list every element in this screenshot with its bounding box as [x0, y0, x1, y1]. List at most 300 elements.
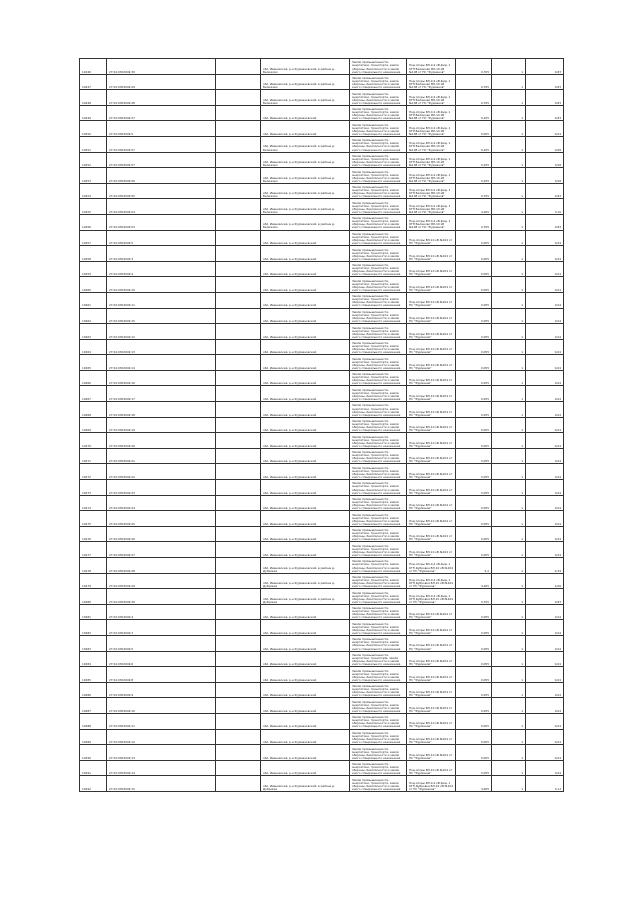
- permitted-use-cell: Под опоры ВЛ-10 кВ №104 от ПС "Фурманов": [407, 230, 456, 246]
- table-row: [80, 168, 564, 184]
- mark-cell: 1: [492, 729, 526, 745]
- mark-cell: 1: [492, 526, 526, 542]
- cadastral-number-cell: 27:04:0302049:10: [107, 277, 216, 293]
- empty-cell: [216, 214, 261, 230]
- cadastral-number-cell: 27:04:0302049:13: [107, 745, 216, 761]
- row-number-cell: 10453: [80, 168, 107, 184]
- area-cell: 0,105: [456, 136, 492, 152]
- permitted-use-cell: Под опоры ВЛ-10 кВ №104 от ПС "Фурманов": [407, 713, 456, 729]
- permitted-use-cell: Под опоры ВЛ-10 кВ №104 от ПС "Фурманов": [407, 526, 456, 542]
- address-cell: обл. Ивановская, р-н Фурмановский: [261, 760, 350, 776]
- permitted-use-cell: Под опоры ВЛ-10 кВ №104 от ПС "Фурманов": [407, 324, 456, 340]
- permitted-use-cell: Под опоры ВЛ-10 кВ №104 от ПС "Фурманов": [407, 339, 456, 355]
- mark-cell: 1: [492, 682, 526, 698]
- row-number-cell: 10451: [80, 136, 107, 152]
- address-cell: обл. Ивановская, р-н Фурмановский: [261, 713, 350, 729]
- cadastral-number-cell: 27:04:0302049:7: [107, 620, 216, 636]
- mark-cell: 1: [492, 667, 526, 683]
- permitted-use-cell: Под опоры ВЛ-10 кВ №104 от ПС "Фурманов": [407, 620, 456, 636]
- table-row: [80, 183, 564, 199]
- empty-cell: [216, 542, 261, 558]
- permitted-use-cell: Под опоры ВЛ-10 кВ №104 от ПС "Фурманов": [407, 417, 456, 433]
- permitted-use-cell: Под опоры ВЛ-10 кВ №104 от ПС "Фурманов": [407, 667, 456, 683]
- area-cell: 0,055: [456, 745, 492, 761]
- mark-cell: 1: [492, 308, 526, 324]
- permitted-use-cell: Под опоры ВЛ-10 кВ №104 от ПС "Фурманов": [407, 261, 456, 277]
- amount-cell: 0,04: [526, 292, 564, 308]
- cadastral-number-cell: 27:04:0302049:11: [107, 292, 216, 308]
- empty-cell: [216, 433, 261, 449]
- permitted-use-cell: Под опоры ВЛ-10 кВ №104 от ПС "Фурманов": [407, 542, 456, 558]
- row-number-cell: 10464: [80, 339, 107, 355]
- permitted-use-cell: Под опоры ВЛ-10 кВ №104 от ПС "Фурманов": [407, 464, 456, 480]
- area-cell: 0,055: [456, 417, 492, 433]
- mark-cell: 1: [492, 760, 526, 776]
- mark-cell: 1: [492, 776, 526, 792]
- land-category-cell: Земли промышленности, энергетики, транспорта, земли обороны, безопасности и земли иного специального назначения: [350, 292, 407, 308]
- permitted-use-cell: Под опоры ВЛ-0,4 кВ фид. 1 КТП Дубровка ВЛ-10 кВ №104 от ПС "Фурманов": [407, 573, 456, 589]
- area-cell: 0,105: [456, 105, 492, 121]
- area-cell: 0,055: [456, 370, 492, 386]
- mark-cell: 1: [492, 402, 526, 418]
- permitted-use-cell: Под опоры ВЛ-10 кВ №104 от ПС "Фурманов": [407, 745, 456, 761]
- table-row: [80, 589, 564, 605]
- land-category-cell: Земли промышленности, энергетики, транспорта, земли обороны, безопасности и земли иного специального назначения: [350, 183, 407, 199]
- land-category-cell: Земли промышленности, энергетики, транспорта, земли обороны, безопасности и земли иного специального назначения: [350, 573, 407, 589]
- empty-cell: [216, 90, 261, 106]
- area-cell: 0,055: [456, 261, 492, 277]
- amount-cell: 3,10: [526, 199, 564, 215]
- address-cell: обл. Ивановская, р-н Фурмановский: [261, 604, 350, 620]
- empty-cell: [216, 558, 261, 574]
- cadastral-number-cell: 27:04:0302049:15: [107, 776, 216, 792]
- table-row: [80, 152, 564, 168]
- permitted-use-cell: Под опоры ВЛ-0,4 кВ фид. 1 КТП Белюково ВЛ-10 кВ №108 от ПС "Фурманов": [407, 183, 456, 199]
- area-cell: 0,055: [456, 682, 492, 698]
- amount-cell: 0,04: [526, 277, 564, 293]
- cadastral-number-cell: 27:04:0302049:6: [107, 651, 216, 667]
- mark-cell: 1: [492, 651, 526, 667]
- row-number-cell: 10483: [80, 635, 107, 651]
- address-cell: обл. Ивановская, р-н Фурмановский: [261, 729, 350, 745]
- row-number-cell: 10472: [80, 464, 107, 480]
- amount-cell: 0,04: [526, 246, 564, 262]
- permitted-use-cell: Под опоры ВЛ-10 кВ №104 от ПС "Фурманов": [407, 292, 456, 308]
- cadastral-number-cell: 27:04:0302049:29: [107, 573, 216, 589]
- mark-cell: 1: [492, 292, 526, 308]
- amount-cell: 0,04: [526, 324, 564, 340]
- mark-cell: 1: [492, 464, 526, 480]
- row-number-cell: 10454: [80, 183, 107, 199]
- area-cell: 0,055: [456, 324, 492, 340]
- row-number-cell: 10450: [80, 121, 107, 137]
- address-cell: обл. Ивановская, р-н Фурмановский: [261, 464, 350, 480]
- amount-cell: 0,04: [526, 635, 564, 651]
- row-number-cell: 10487: [80, 698, 107, 714]
- mark-cell: 1: [492, 511, 526, 527]
- table-row: [80, 339, 564, 355]
- row-number-cell: 10459: [80, 261, 107, 277]
- table-row: [80, 261, 564, 277]
- row-number-cell: 10474: [80, 495, 107, 511]
- land-category-cell: Земли промышленности, энергетики, транспорта, земли обороны, безопасности и земли иного специального назначения: [350, 136, 407, 152]
- amount-cell: 0,83: [526, 589, 564, 605]
- area-cell: 0,055: [456, 448, 492, 464]
- permitted-use-cell: Под опоры ВЛ-0,4 кВ фид. 1 КТП Белюково ВЛ-10 кВ №108 от ПС "Фурманов": [407, 199, 456, 215]
- land-category-cell: Земли промышленности, энергетики, транспорта, земли обороны, безопасности и земли иного специального назначения: [350, 729, 407, 745]
- cadastral-number-cell: 27:04:0302049:5: [107, 230, 216, 246]
- table-row: [80, 682, 564, 698]
- row-number-cell: 10471: [80, 448, 107, 464]
- address-cell: обл. Ивановская, р-н Фурмановский: [261, 386, 350, 402]
- land-category-cell: Земли промышленности, энергетики, транспорта, земли обороны, безопасности и земли иного специального назначения: [350, 745, 407, 761]
- cadastral-number-cell: 27:04:0302049:55: [107, 183, 216, 199]
- cadastral-number-cell: 27:04:0302049:27: [107, 105, 216, 121]
- amount-cell: 0,04: [526, 620, 564, 636]
- cadastral-number-cell: 27:04:0302049:24: [107, 495, 216, 511]
- land-category-cell: Земли промышленности, энергетики, транспорта, земли обороны, безопасности и земли иного специального назначения: [350, 90, 407, 106]
- amount-cell: 0,04: [526, 667, 564, 683]
- empty-cell: [216, 355, 261, 371]
- empty-cell: [216, 729, 261, 745]
- empty-cell: [216, 277, 261, 293]
- address-cell: обл. Ивановская, р-н Фурмановский: [261, 682, 350, 698]
- area-cell: 0,705: [456, 59, 492, 75]
- row-number-cell: 10481: [80, 604, 107, 620]
- address-cell: обл. Ивановская, р-н Фурмановский, в районе д. Белюково: [261, 136, 350, 152]
- land-category-cell: Земли промышленности, энергетики, транспорта, земли обороны, безопасности и земли иного специального назначения: [350, 480, 407, 496]
- area-cell: 0,055: [456, 635, 492, 651]
- row-number-cell: 10479: [80, 573, 107, 589]
- table-row: [80, 558, 564, 574]
- empty-cell: [216, 74, 261, 90]
- amount-cell: 0,04: [526, 261, 564, 277]
- address-cell: обл. Ивановская, р-н Фурмановский, в районе д. Белюково: [261, 152, 350, 168]
- cadastral-number-cell: 27:04:0302049:30: [107, 589, 216, 605]
- amount-cell: 0,08: [526, 136, 564, 152]
- area-cell: 0,055: [456, 402, 492, 418]
- permitted-use-cell: Под опоры ВЛ-0,4 кВ фид. 1 КТП Белюково ВЛ-10 кВ №108 от ПС "Фурманов": [407, 136, 456, 152]
- area-cell: 0,055: [456, 604, 492, 620]
- table-row: [80, 246, 564, 262]
- mark-cell: 1: [492, 573, 526, 589]
- empty-cell: [216, 713, 261, 729]
- area-cell: 0,055: [456, 511, 492, 527]
- empty-cell: [216, 448, 261, 464]
- mark-cell: 1: [492, 355, 526, 371]
- permitted-use-cell: Под опоры ВЛ-0,4 кВ фид. 1 КТП Белюково ВЛ-10 кВ №108 от ПС "Фурманов": [407, 59, 456, 75]
- empty-cell: [216, 339, 261, 355]
- cadastral-number-cell: 27:04:0302049:8: [107, 667, 216, 683]
- cadastral-number-cell: 27:04:0302049:26: [107, 526, 216, 542]
- land-category-cell: Земли промышленности, энергетики, транспорта, земли обороны, безопасности и земли иного специального назначения: [350, 589, 407, 605]
- empty-cell: [216, 308, 261, 324]
- table-row: [80, 776, 564, 792]
- row-number-cell: 10449: [80, 105, 107, 121]
- empty-cell: [216, 402, 261, 418]
- land-category-cell: Земли промышленности, энергетики, транспорta, земли обороны, безопасности и земли иного специального назначения: [350, 651, 407, 667]
- area-cell: 0,055: [456, 246, 492, 262]
- row-number-cell: 10489: [80, 729, 107, 745]
- empty-cell: [216, 635, 261, 651]
- permitted-use-cell: Под опоры ВЛ-0,4 кВ фид. 1 КТП Дубровка ВЛ-10 кВ №104 от ПС "Фурманов": [407, 558, 456, 574]
- empty-cell: [216, 261, 261, 277]
- cadastral-number-cell: 27:04:0302049:56: [107, 168, 216, 184]
- permitted-use-cell: Под опоры ВЛ-0,4 кВ фид. 1 КТП Белюково ВЛ-10 кВ №108 от ПС "Фурманов": [407, 74, 456, 90]
- amount-cell: 0,83: [526, 214, 564, 230]
- table-row: [80, 464, 564, 480]
- row-number-cell: 10490: [80, 745, 107, 761]
- table-row: [80, 667, 564, 683]
- land-category-cell: Земли промышленности, энергетики, транспорта, земли обороны, безопасности и земли иного специального назначения: [350, 776, 407, 792]
- land-category-cell: Земли промышленности, энергетики, транспорта, земли обороны, безопасности и земли иного специального назначения: [350, 246, 407, 262]
- area-cell: 0,705: [456, 589, 492, 605]
- address-cell: обл. Ивановская, р-н Фурмановский, в районе д. Белюково: [261, 214, 350, 230]
- address-cell: обл. Ивановская, р-н Фурмановский, в районе д. Белюково: [261, 74, 350, 90]
- land-category-cell: Земли промышленности, энергетики, транспорта, земли обороны, безопасности и земли иного специального назначения: [350, 324, 407, 340]
- table-row: [80, 713, 564, 729]
- row-number-cell: 10491: [80, 760, 107, 776]
- mark-cell: 1: [492, 386, 526, 402]
- permitted-use-cell: Под опоры ВЛ-10 кВ №104 от ПС "Фурманов": [407, 308, 456, 324]
- table-row: [80, 308, 564, 324]
- land-category-cell: Земли промышленности, энергетики, транспорта, земли обороны, безопасности и земли иного специального назначения: [350, 121, 407, 137]
- table-row: [80, 511, 564, 527]
- amount-cell: 0,04: [526, 682, 564, 698]
- row-number-cell: 10486: [80, 682, 107, 698]
- amount-cell: 0,83: [526, 105, 564, 121]
- cadastral-number-cell: 27:04:0302049:28: [107, 558, 216, 574]
- amount-cell: 0,04: [526, 230, 564, 246]
- mark-cell: 1: [492, 495, 526, 511]
- cadastral-number-cell: 27:04:0302049:53: [107, 214, 216, 230]
- table-row: [80, 760, 564, 776]
- land-category-cell: Земли промышленности, энергетики, транспорта, земли обороны, безопасности и земли иного специального назначения: [350, 760, 407, 776]
- permitted-use-cell: Под опоры ВЛ-0,4 кВ фид. 1 КТП Белюково ВЛ-10 кВ №108 от ПС "Фурманов": [407, 121, 456, 137]
- area-cell: 0,055: [456, 121, 492, 137]
- mark-cell: 1: [492, 261, 526, 277]
- address-cell: обл. Ивановская, р-н Фурмановский, в районе д. Дубровка: [261, 589, 350, 605]
- address-cell: обл. Ивановская, р-н Фурмановский: [261, 698, 350, 714]
- cadastral-number-cell: 27:04:0302049:18: [107, 402, 216, 418]
- table-row: [80, 324, 564, 340]
- amount-cell: 0,04: [526, 713, 564, 729]
- amount-cell: 0,04: [526, 542, 564, 558]
- empty-cell: [216, 168, 261, 184]
- amount-cell: 0,04: [526, 370, 564, 386]
- table-row: [80, 370, 564, 386]
- table-row: [80, 277, 564, 293]
- empty-cell: [216, 745, 261, 761]
- land-category-cell: Земли промышленности, энергетики, транспорта, земли обороны, безопасности и земли иного специального назначения: [350, 495, 407, 511]
- row-number-cell: 10446: [80, 59, 107, 75]
- table-body: [80, 59, 564, 792]
- empty-cell: [216, 495, 261, 511]
- empty-cell: [216, 246, 261, 262]
- table-row: [80, 59, 564, 75]
- row-number-cell: 10456: [80, 214, 107, 230]
- cadastral-number-cell: 27:04:0302049:16: [107, 370, 216, 386]
- mark-cell: 1: [492, 152, 526, 168]
- table-row: [80, 620, 564, 636]
- permitted-use-cell: Под опоры ВЛ-10 кВ №104 от ПС "Фурманов": [407, 698, 456, 714]
- mark-cell: 1: [492, 745, 526, 761]
- cadastral-number-cell: 27:04:0302049:30: [107, 59, 216, 75]
- empty-cell: [216, 324, 261, 340]
- amount-cell: 0,04: [526, 339, 564, 355]
- address-cell: обл. Ивановская, р-н Фурмановский: [261, 526, 350, 542]
- address-cell: обл. Ивановская, р-н Фурмановский: [261, 402, 350, 418]
- area-cell: 0,055: [456, 480, 492, 496]
- address-cell: обл. Ивановская, р-н Фурмановский: [261, 417, 350, 433]
- area-cell: 0,055: [456, 464, 492, 480]
- mark-cell: 1: [492, 480, 526, 496]
- area-cell: 0,055: [456, 386, 492, 402]
- area-cell: 0,055: [456, 355, 492, 371]
- empty-cell: [216, 667, 261, 683]
- cadastral-number-cell: 27:04:0302049:4: [107, 261, 216, 277]
- cadastral-number-cell: 27:04:0302049:25: [107, 511, 216, 527]
- empty-cell: [216, 152, 261, 168]
- permitted-use-cell: Под опоры ВЛ-10 кВ №104 от ПС "Фурманов": [407, 370, 456, 386]
- row-number-cell: 10480: [80, 589, 107, 605]
- empty-cell: [216, 651, 261, 667]
- cadastral-number-cell: 27:04:0302049:5: [107, 121, 216, 137]
- address-cell: обл. Ивановская, р-н Фурмановский: [261, 511, 350, 527]
- address-cell: обл. Ивановская, р-н Фурмановский, в районе д. Белюково: [261, 59, 350, 75]
- area-cell: 4,005: [456, 776, 492, 792]
- cadastral-number-cell: 27:04:0302049:27: [107, 542, 216, 558]
- area-cell: 4,205: [456, 199, 492, 215]
- area-cell: 4,405: [456, 573, 492, 589]
- mark-cell: 1: [492, 589, 526, 605]
- area-cell: 0,055: [456, 277, 492, 293]
- cadastral-number-cell: 27:04:0302049:57: [107, 136, 216, 152]
- empty-cell: [216, 136, 261, 152]
- permitted-use-cell: Под опоры ВЛ-10 кВ №104 от ПС "Фурманов": [407, 277, 456, 293]
- cadastral-number-cell: 27:04:0302049:21: [107, 448, 216, 464]
- cadastral-number-cell: 27:04:0302049:28: [107, 90, 216, 106]
- cadastral-number-cell: 27:04:0302049:11: [107, 713, 216, 729]
- area-cell: 0,705: [456, 90, 492, 106]
- land-category-cell: Земли промышленности, энергетики, транспорта, земли обороны, безопасности и земли иного специального назначения: [350, 261, 407, 277]
- table-row: [80, 136, 564, 152]
- area-cell: 0,105: [456, 168, 492, 184]
- empty-cell: [216, 776, 261, 792]
- row-number-cell: 10488: [80, 713, 107, 729]
- mark-cell: 1: [492, 121, 526, 137]
- land-category-cell: Земли промышленности, энергетики, транспорта, земли обороны, безопасности и земли иного специального назначения: [350, 526, 407, 542]
- land-category-cell: Земли промышленности, энергетики, транспорта, земли обороны, безопасности и земли иного специального назначения: [350, 370, 407, 386]
- mark-cell: 1: [492, 90, 526, 106]
- table-row: [80, 230, 564, 246]
- empty-cell: [216, 386, 261, 402]
- permitted-use-cell: Под опоры ВЛ-10 кВ №104 от ПС "Фурманов": [407, 682, 456, 698]
- table-row: [80, 402, 564, 418]
- permitted-use-cell: Под опоры ВЛ-0,4 кВ фид. 1 КТП Белюково ВЛ-10 кВ №108 от ПС "Фурманов": [407, 168, 456, 184]
- address-cell: обл. Ивановская, р-н Фурмановский, в районе д. Белюково: [261, 199, 350, 215]
- row-number-cell: 10469: [80, 417, 107, 433]
- permitted-use-cell: Под опоры ВЛ-10 кВ №104 от ПС "Фурманов": [407, 402, 456, 418]
- amount-cell: 0,04: [526, 480, 564, 496]
- mark-cell: 1: [492, 339, 526, 355]
- table-row: [80, 214, 564, 230]
- empty-cell: [216, 59, 261, 75]
- cadastral-number-cell: 27:04:0302049:5: [107, 635, 216, 651]
- row-number-cell: 10462: [80, 308, 107, 324]
- permitted-use-cell: Под опоры ВЛ-0,4 кВ фид. 1 КТП Дубровка ВЛ-10 кВ №104 от ПС "Фурманов": [407, 776, 456, 792]
- amount-cell: 0,04: [526, 464, 564, 480]
- land-category-cell: Земли промышленности, энергетики, транспорта, земли обороны, безопасности и земли иного специального назначения: [350, 604, 407, 620]
- row-number-cell: 10460: [80, 277, 107, 293]
- table-row: [80, 355, 564, 371]
- row-number-cell: 10482: [80, 620, 107, 636]
- address-cell: обл. Ивановская, р-н Фурмановский: [261, 448, 350, 464]
- land-category-cell: Земли промышленности, энергетики, транспорта, земли обороны, безопасности и земли иного специального назначения: [350, 433, 407, 449]
- row-number-cell: 10478: [80, 558, 107, 574]
- table-row: [80, 74, 564, 90]
- row-number-cell: 10457: [80, 230, 107, 246]
- empty-cell: [216, 121, 261, 137]
- area-cell: 0,705: [456, 183, 492, 199]
- amount-cell: 0,04: [526, 760, 564, 776]
- land-category-cell: Земли промышленности, энергетики, транспорта, земли обороны, безопасности и земли иного специального назначения: [350, 448, 407, 464]
- amount-cell: 4,34: [526, 558, 564, 574]
- table-row: [80, 480, 564, 496]
- empty-cell: [216, 480, 261, 496]
- land-plots-table: [79, 58, 564, 792]
- amount-cell: 0,83: [526, 183, 564, 199]
- permitted-use-cell: Под опоры ВЛ-10 кВ №104 от ПС "Фурманов": [407, 355, 456, 371]
- mark-cell: 1: [492, 620, 526, 636]
- amount-cell: 0,04: [526, 417, 564, 433]
- empty-cell: [216, 604, 261, 620]
- cadastral-number-cell: 27:04:0302049:17: [107, 386, 216, 402]
- cadastral-number-cell: 27:04:0302049:22: [107, 464, 216, 480]
- table-row: [80, 651, 564, 667]
- empty-cell: [216, 620, 261, 636]
- empty-cell: [216, 573, 261, 589]
- amount-cell: 3,13: [526, 776, 564, 792]
- amount-cell: 0,04: [526, 651, 564, 667]
- row-number-cell: 10455: [80, 199, 107, 215]
- permitted-use-cell: Под опоры ВЛ-0,4 кВ фид. 1 КТП Белюково ВЛ-10 кВ №108 от ПС "Фурманов": [407, 105, 456, 121]
- row-number-cell: 10467: [80, 386, 107, 402]
- address-cell: обл. Ивановская, р-н Фурмановский: [261, 495, 350, 511]
- cadastral-number-cell: 27:04:0302049:23: [107, 480, 216, 496]
- table-row: [80, 745, 564, 761]
- row-number-cell: 10468: [80, 402, 107, 418]
- cadastral-number-cell: 27:04:0302049:19: [107, 417, 216, 433]
- amount-cell: 0,04: [526, 511, 564, 527]
- row-number-cell: 10477: [80, 542, 107, 558]
- mark-cell: 1: [492, 105, 526, 121]
- amount-cell: 0,04: [526, 121, 564, 137]
- amount-cell: 0,04: [526, 448, 564, 464]
- permitted-use-cell: Под опоры ВЛ-10 кВ №104 от ПС "Фурманов": [407, 760, 456, 776]
- address-cell: обл. Ивановская, р-н Фурмановский: [261, 542, 350, 558]
- cadastral-number-cell: 27:04:0302049:13: [107, 339, 216, 355]
- cadastral-number-cell: 27:04:0302049:3: [107, 246, 216, 262]
- table-row: [80, 105, 564, 121]
- address-cell: обл. Ивановская, р-н Фурмановский: [261, 651, 350, 667]
- table-row: [80, 729, 564, 745]
- land-category-cell: Земли промышленности, энергетики, транспорта, земли обороны, безопасности и земли иного специального назначения: [350, 417, 407, 433]
- area-cell: 0,055: [456, 339, 492, 355]
- row-number-cell: 10466: [80, 370, 107, 386]
- cadastral-number-cell: 27:04:0302049:12: [107, 324, 216, 340]
- mark-cell: 1: [492, 324, 526, 340]
